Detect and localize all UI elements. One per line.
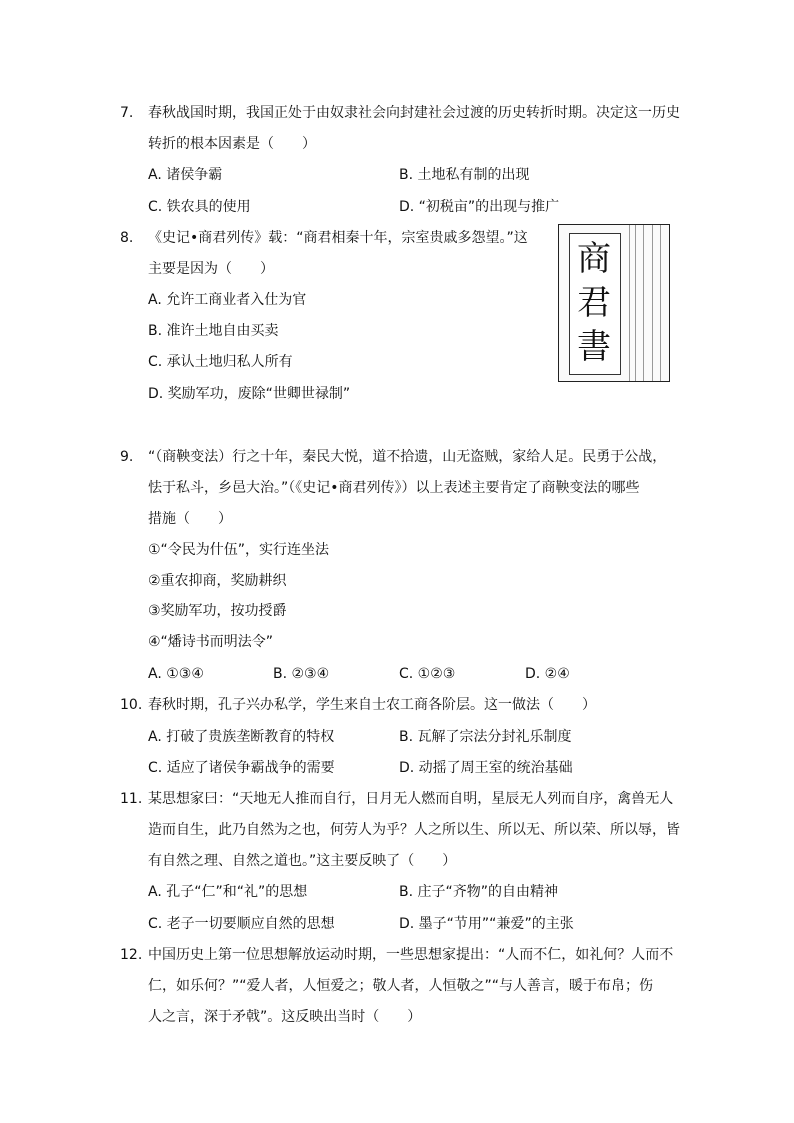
question-stem-line: 转折的根本因素是（ ） <box>148 136 316 152</box>
option-a[interactable]: A. 孔子“仁”和“礼”的思想 <box>148 884 308 900</box>
option-c[interactable]: C. 铁农具的使用 <box>148 199 251 215</box>
book-title-char: 書 <box>577 327 611 367</box>
question-stem-line: 中国历史上第一位思想解放运动时期，一些思想家提出：“人而不仁，如礼何？人而不 <box>148 947 674 963</box>
option-b[interactable]: B. 准许土地自由买卖 <box>148 323 279 339</box>
question-stem-line: 措施（ ） <box>148 511 232 527</box>
option-c[interactable]: C. 适应了诸侯争霸战争的需要 <box>148 760 335 776</box>
question-number: 9. <box>120 449 134 465</box>
option-c[interactable]: C. 老子一切要顺应自然的思想 <box>148 916 335 932</box>
option-a[interactable]: A. ①③④ <box>148 666 204 682</box>
option-a[interactable]: A. 打破了贵族垄断教育的特权 <box>148 729 335 745</box>
question-number: 10. <box>120 697 143 713</box>
option-d[interactable]: D. 墨子“节用”“兼爱”的主张 <box>399 916 574 932</box>
question-stem-line: 造而自生，此乃自然为之也，何劳人为乎？人之所以生、所以无、所以荣、所以辱，皆 <box>148 822 680 838</box>
option-b[interactable]: B. 庄子“齐物”的自由精神 <box>399 884 559 900</box>
statement-item: ④“燔诗书而明法令” <box>148 634 274 650</box>
option-d[interactable]: D. 奖励军功，废除“世卿世禄制” <box>148 386 351 402</box>
option-d[interactable]: D. “初税亩”的出现与推广 <box>399 199 560 215</box>
book-title-char: 君 <box>577 283 611 323</box>
book-cover-image <box>558 224 670 382</box>
question-stem-line: 某思想家曰：“天地无人推而自行，日月无人燃而自明，星辰无人列而自序，禽兽无人 <box>148 791 674 807</box>
option-b[interactable]: B. ②③④ <box>273 666 330 682</box>
statement-item: ①“令民为什伍”，实行连坐法 <box>148 542 330 558</box>
question-number: 7. <box>120 105 134 121</box>
option-b[interactable]: B. 土地私有制的出现 <box>399 167 530 183</box>
question-number: 12. <box>120 947 143 963</box>
question-stem-line: 春秋战国时期，我国正处于由奴隶社会向封建社会过渡的历史转折时期。决定这一历史 <box>148 105 680 121</box>
question-stem-line: 有自然之理、自然之道也。”这主要反映了（ ） <box>148 853 457 869</box>
question-stem-line: 主要是因为（ ） <box>148 261 274 277</box>
question-stem-line: 仁，如乐何？”“爱人者，人恒爱之；敬人者，人恒敬之”“与人善言，暖于布帛；伤 <box>148 978 654 994</box>
book-title-char: 商 <box>577 239 611 279</box>
question-stem-line: 怯于私斗，乡邑大治。”（《史记•商君列传》）以上表述主要肯定了商鞅变法的哪些 <box>148 480 640 496</box>
option-a[interactable]: A. 允许工商业者入仕为官 <box>148 292 307 308</box>
option-b[interactable]: B. 瓦解了宗法分封礼乐制度 <box>399 729 572 745</box>
question-stem-line: 春秋时期，孔子兴办私学，学生来自士农工商各阶层。这一做法（ ） <box>148 697 596 713</box>
question-stem-line: 《史记•商君列传》载：“商君相秦十年，宗室贵戚多怨望。”这 <box>148 230 528 246</box>
option-c[interactable]: C. ①②③ <box>399 666 456 682</box>
option-c[interactable]: C. 承认土地归私人所有 <box>148 354 293 370</box>
option-a[interactable]: A. 诸侯争霸 <box>148 167 223 183</box>
question-stem-line: 人之言，深于矛戟”。这反映出当时（ ） <box>148 1009 422 1025</box>
option-d[interactable]: D. 动摇了周王室的统治基础 <box>399 760 573 776</box>
option-d[interactable]: D. ②④ <box>525 666 570 682</box>
question-number: 11. <box>120 791 143 807</box>
statement-item: ②重农抑商，奖励耕织 <box>148 573 287 589</box>
question-number: 8. <box>120 230 134 246</box>
statement-item: ③奖励军功，按功授爵 <box>148 603 287 619</box>
question-stem-line: “（商鞅变法）行之十年，秦民大悦，道不拾遗，山无盗贼，家给人足。民勇于公战， <box>148 449 667 465</box>
